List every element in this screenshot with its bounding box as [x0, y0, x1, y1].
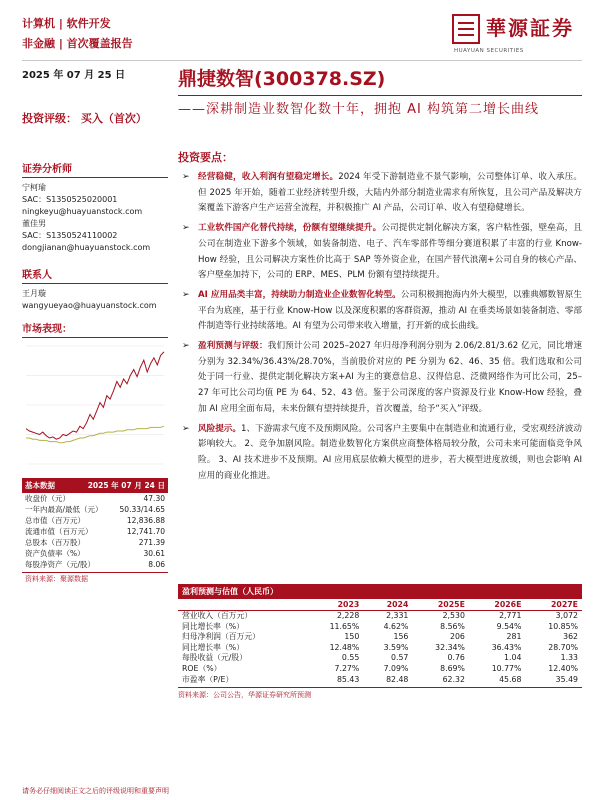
key-points-heading: 投资要点：	[178, 151, 233, 164]
key-points-list	[178, 170, 582, 488]
key-point-item	[178, 288, 582, 335]
analyst-email[interactable]: dongjianan@huayuanstock.com	[22, 243, 151, 252]
financial-table-body	[178, 611, 582, 686]
basic-data-value: 8.06	[148, 560, 165, 569]
company-logo	[452, 12, 582, 58]
financial-cell: 2,331	[386, 611, 409, 620]
market-section	[22, 320, 168, 338]
key-point-item	[178, 339, 582, 418]
financial-row	[178, 632, 582, 643]
basic-data-row	[22, 548, 168, 559]
basic-data-header	[22, 478, 168, 493]
financial-year: 2027E	[525, 599, 582, 611]
key-point-item	[178, 422, 582, 485]
financial-row-label: 营业收入（百万元）	[182, 611, 253, 620]
key-point-body: 1、下游需求气度不及预期风险。公司客户主要集中在制造业和流通行业，受宏观经济波动影响较大。 2、竞争加剧风险。制造业数智化方案供应商整体格局较分散，公司未来可能面临竞争风险。 3、AI 技术进步不及预期。AI 应用底层依赖大模型的进步，若大模型进度放缓，则也会影响 AI 应用的商业化推进。	[198, 423, 582, 481]
footer-disclaimer: 请务必仔细阅读正文之后的评级说明和重要声明	[22, 787, 169, 795]
chart-grid	[26, 346, 164, 464]
key-point-item	[178, 221, 582, 284]
financial-cell: 1.04	[504, 653, 522, 663]
financial-table	[178, 599, 582, 685]
industry-tag: 计算机 | 软件开发	[22, 17, 111, 30]
financial-year: 2026E	[469, 599, 526, 611]
analysts-list	[22, 182, 168, 254]
financial-cell: 3,072	[555, 611, 578, 620]
financial-row-label: 同比增长率（%）	[182, 642, 244, 652]
key-point-heading: AI 应用品类丰富，持续助力制造业企业数智化转型。	[198, 289, 401, 300]
financial-cell: 2,228	[336, 611, 360, 620]
financial-table-title: 盈利预测与估值（人民币）	[178, 584, 582, 599]
header-divider	[22, 60, 582, 61]
financial-cell: 2,771	[499, 611, 522, 620]
financial-row	[178, 622, 582, 633]
basic-data-label: 收盘价（元）	[25, 494, 70, 503]
key-point-body: 公司提供定制化解决方案，客户粘性强，壁垒高，且公司在制造业下游多个领域，如装备制造、电子、汽车零部件等细分赛道积累了丰富的行业 Know-How 经验，且公司解决方案性价比高于 SAP 等外资企业，在国产替代浪潮+公司自身的核心产品、客户壁垒加持下，公司的 ERP、MES、PLM 份额有望持续提升。	[198, 223, 582, 281]
financial-cell: 281	[506, 632, 522, 642]
arrow-right-icon: ➢	[182, 423, 190, 434]
basic-data-value: 271.39	[138, 538, 165, 547]
basic-data-rows	[22, 493, 168, 570]
analyst-line: SAC：S1350525020001	[22, 195, 118, 204]
financial-year: 2024	[363, 599, 412, 611]
financial-cell: 7.27%	[334, 663, 360, 673]
financial-forecast	[178, 584, 582, 700]
financial-year: 2025E	[412, 599, 469, 611]
basic-data-title: 基本数据	[25, 481, 55, 490]
report-date: 2025 年 07 月 25 日	[22, 70, 126, 81]
basic-data-value: 47.30	[143, 494, 165, 503]
key-point-heading: 风险提示。	[198, 423, 242, 434]
arrow-right-icon: ➢	[182, 341, 190, 352]
financial-row	[178, 643, 582, 654]
financial-row-label: 市盈率（P/E）	[182, 674, 234, 684]
financial-table-header	[178, 599, 582, 611]
financial-row	[178, 664, 582, 675]
key-point-heading: 经营稳健，收入利润有望稳定增长。	[198, 172, 339, 182]
basic-data-source: 资料来源：聚源数据	[22, 572, 168, 585]
key-point-body: 公司积极拥抱海内外大模型，以雅典娜数智原生平台为底座，基于行业 Know-How 以及深度积累的客群资源，推动 AI 在垂类场景如装备制造、零部件制造等行业持续落地。AI 有望为公司带来收入增量，打开新的成长曲线。	[198, 289, 582, 332]
basic-data-value: 12,836.88	[126, 516, 165, 525]
financial-cell: 1.33	[560, 653, 578, 663]
contact-section-title: 联系人	[22, 266, 168, 284]
financial-cell: 82.48	[386, 674, 409, 684]
basic-data-label: 一年内最高/最低（元）	[25, 505, 103, 514]
financial-row	[178, 675, 582, 686]
logo-text: 華源証券	[486, 16, 574, 40]
financial-cell: 28.70%	[548, 642, 578, 652]
key-point-body: 2024 年受下游制造业不景气影响，公司整体订单、收入承压。但 2025 年开始，随着工业经济转型升级，大陆内外部分制造业需求有所恢复，且公司产品及解决方案覆盖下游客户生产运营全流程，并积极推广 AI 产品，公司订单、收入有望稳健增长。	[198, 172, 582, 214]
financial-cell: 10.77%	[491, 663, 522, 673]
analyst-line: 董佳男	[22, 219, 46, 228]
basic-data-label: 每股净资产（元/股）	[25, 560, 96, 569]
left-column	[22, 98, 168, 312]
financial-cell: 85.43	[336, 674, 360, 684]
logo-seal-icon	[452, 14, 480, 44]
basic-data-label: 总股本（百万股）	[25, 538, 85, 547]
financial-cell: 0.55	[341, 653, 360, 663]
financial-source: 资料来源：公司公告，华源证券研究所预测	[178, 687, 582, 700]
financial-cell: 32.34%	[435, 642, 465, 652]
financial-row	[178, 611, 582, 622]
financial-cell: 36.43%	[491, 642, 522, 652]
financial-cell: 10.85%	[548, 621, 578, 631]
financial-cell: 150	[344, 632, 360, 642]
report-subtitle: ——深耕制造业数智化数十年，拥抱 AI 构筑第二增长曲线	[178, 102, 539, 117]
contact-email[interactable]: wangyueyao@huayuanstock.com	[22, 301, 157, 310]
title-block	[178, 64, 582, 120]
financial-cell: 9.54%	[496, 621, 522, 631]
contact-list	[22, 288, 168, 312]
logo-english: HUAYUAN SECURITIES	[454, 48, 524, 54]
financial-cell: 62.32	[442, 674, 465, 684]
basic-data-value: 12,741.70	[126, 527, 165, 536]
basic-data-row	[22, 526, 168, 537]
report-tags	[22, 14, 133, 54]
analyst-line: SAC：S1350524110002	[22, 231, 118, 240]
arrow-right-icon: ➢	[182, 223, 190, 234]
chart-series-line	[26, 352, 164, 439]
financial-cell: 8.56%	[440, 621, 465, 631]
financial-cell: 206	[450, 632, 465, 642]
financial-row-label: 每股收益（元/股）	[182, 653, 248, 663]
financial-row-label: ROE（%）	[182, 663, 222, 673]
market-performance-chart	[22, 340, 168, 472]
financial-header-blank	[178, 599, 307, 611]
basic-data-value: 50.33/14.65	[119, 505, 165, 514]
contact-line: 王月璇	[22, 289, 46, 298]
chart-lines	[26, 352, 164, 443]
analyst-line: 宁柯瑜	[22, 183, 46, 192]
financial-cell: 12.40%	[548, 663, 578, 673]
key-point-heading: 盈利预测与评级：	[198, 341, 268, 352]
key-point-heading: 工业软件国产化替代持续，份额有望继续提升。	[198, 223, 382, 234]
arrow-right-icon: ➢	[182, 172, 190, 182]
analysts-section-title: 证券分析师	[22, 160, 168, 178]
basic-data-row	[22, 493, 168, 504]
basic-data-row	[22, 515, 168, 526]
financial-cell: 0.57	[391, 653, 409, 663]
financial-row-label: 同比增长率（%）	[182, 621, 244, 631]
financial-cell: 4.62%	[383, 621, 409, 631]
financial-cell: 7.09%	[383, 663, 409, 673]
analyst-email[interactable]: ningkeyu@huayuanstock.com	[22, 207, 143, 216]
financial-cell: 45.68	[499, 674, 522, 684]
basic-data-row	[22, 537, 168, 548]
basic-data-date: 2025 年 07 月 24 日	[87, 481, 165, 490]
financial-cell: 156	[393, 632, 409, 642]
financial-cell: 2,530	[442, 611, 465, 620]
basic-data-label: 资产负债率（%）	[25, 549, 85, 558]
report-type-tag: 非金融 | 首次覆盖报告	[22, 37, 133, 50]
investment-rating: 投资评级： 买入（首次）	[22, 112, 147, 125]
arrow-right-icon: ➢	[182, 289, 190, 300]
financial-row-label: 归母净利润（百万元）	[182, 632, 260, 642]
basic-data-label: 总市值（百万元）	[25, 516, 85, 525]
financial-cell: 362	[563, 632, 578, 642]
financial-cell: 35.49	[555, 674, 578, 684]
basic-data-row	[22, 504, 168, 515]
financial-year: 2023	[307, 599, 364, 611]
financial-cell: 11.65%	[329, 621, 360, 631]
financial-row	[178, 653, 582, 664]
basic-data-row	[22, 559, 168, 570]
key-point-item	[178, 170, 582, 217]
key-point-body: 我们预计公司 2025–2027 年归母净利润分别为 2.06/2.81/3.62 亿元，同比增速分别为 32.34%/36.43%/28.70%，当前股价对应的 PE 分别为 62、46、35 倍。我们选取和公司处于同一行业、提供定制化解决方案+AI 为主的赛意信息、汉得信息、泛微网络作为可比公司，25–27 年可比公司均值 PE 为 64、52、43 倍。鉴于公司深度的客户资源及行业 Know-How 经验，叠加 AI 应用全面布局，未来份额有望持续提升，首次覆盖，给予“买入”评级。	[198, 341, 582, 414]
financial-cell: 8.69%	[440, 663, 465, 673]
basic-data-label: 流通市值（百万元）	[25, 527, 93, 536]
basic-data-value: 30.61	[143, 549, 165, 558]
financial-cell: 12.48%	[329, 642, 360, 652]
company-title: 鼎捷数智(300378.SZ)	[178, 64, 582, 96]
financial-cell: 3.59%	[383, 642, 409, 652]
financial-cell: 0.76	[447, 653, 465, 663]
basic-data-panel	[22, 478, 168, 585]
market-section-title: 市场表现：	[22, 320, 168, 338]
